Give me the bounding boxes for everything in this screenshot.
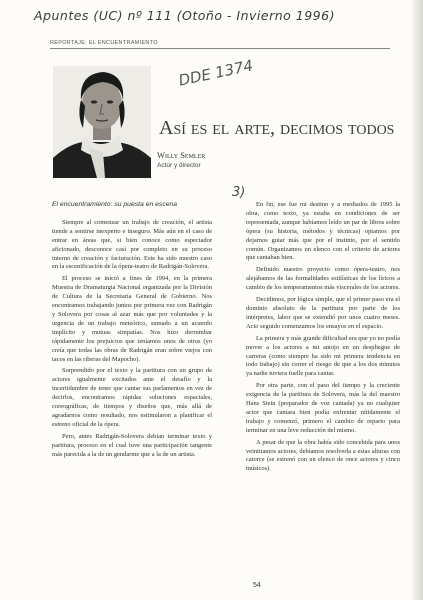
paragraph: Por otra parte, con el paso del tiempo y la creciente exigencia de la partitura de Solovera, más la del maestro Hans Stein (preparador de voz cantada) ya no cualquier actor que cantara bien podía enfrentar nítidamente el trabajo y comenzó, primero el cambio de reparto para terminar en una leve reducción del mismo. — [246, 382, 400, 434]
handwritten-reference: DDE 1374 — [176, 56, 255, 90]
paragraph: Decidimos, por lógica simple, que el primer paso era el dominio absoluto de la partitura por parte de los intérpretes, labor que se extendió por unos cuatro meses. Acto seguido comenzamos los ensayos en el espacio. — [246, 296, 400, 330]
subheading: El encuentramiento: su puesta en escena — [52, 201, 178, 208]
paragraph: La primera y más grande dificultad era que yo no podía mover a los actores a mi antojo en un despliegue de carreras (como siempre ha sido mi primera tendencia en todo trabajo) sin correr el riesgo de que a los dos minutos ya nadie tuviera fuelle para cantar. — [246, 334, 400, 378]
handwritten-mark: 3) — [232, 185, 246, 200]
article-title: Así es el arte, decimos todos — [159, 117, 395, 139]
section-label: REPORTAJE: EL ENCUENTRAMIENTO — [50, 40, 158, 46]
header-rule — [50, 48, 390, 49]
paragraph: A pesar de que la obra había sido concebida para unos veintitantos actores, debíamos resolverla a estas alturas con catorce (se estrenó con un elenco de once actores y cinco músicos). — [246, 438, 400, 473]
paragraph: En fin, ese fue mi destino y a mediados de 1995 la obra, como texto, ya estaba en condiciones de ser representada, aunque habíamos leído un par de libros sobre ópera (su historia, métodos y técnicas) optamos por dejarnos guiar más que por el instinto, por el sentido común. Organizamos un elenco con el criterio de actores que cantaban bien. — [246, 201, 400, 262]
right-column — [246, 201, 400, 474]
paragraph: Pero, antes Radrigán-Solovera debían terminar texto y partitura, proceso en el cual tuve una participación tangente más parecida a la de un gendarme que a la de un artista. — [52, 432, 212, 458]
paragraph: Sorprendido por el texto y la partitura con un grupo de actores igualmente excitados ante el desafío y la incertidumbre de tener que cantar sus parlamentos en vez de decirlos, encontramos rápidas soluciones espaciales, coreográficas, de tiempos y diseños que, más allá de agradarnos como resultado, nos estimularon a planificar el estreno oficial de la ópera. — [52, 367, 212, 428]
author-name: Willy Semler — [157, 150, 206, 160]
author-role: Actor y director — [157, 162, 201, 169]
left-column — [52, 201, 212, 459]
scan-edge — [413, 0, 423, 600]
paragraph: Definido nuestro proyecto como ópera-teatro, nos alejábamos de las formalidades estilísticas de los líricos a cambio de los temperamentos más viscerales de los actores. — [246, 266, 400, 292]
paragraph: El proceso se inició a fines de 1994, en la primera Muestra de Dramaturgia Nacional organizada por la División de Cultura de la Secretaría General de Gobierno. Nos encontramos trabajando juntos por primera vez con Radrigán y Solovera por cosas al azar más que por voluntades y la urgencia de un trabajo meteórico, sumado a un acuerdo implícito y mutuas simpatías. Nos hizo derrumbar rápidamente los prejuicios que teníamos unos de otros (yo creía que todas las obras de Radrigán eran sobre viejos con tacos en las riberas del Mapocho). — [52, 275, 212, 363]
handwritten-header: Apuntes (UC) nº 111 (Otoño - Invierno 1996) — [34, 8, 335, 23]
author-photo — [53, 66, 151, 178]
paragraph: Siempre al comenzar un trabajo de creación, el artista tiende a sentirse inexperto e inseguro. Más aún en el caso de entrar en áreas que, si bien conoce como espectador aficionado, desconoce casi por completo en su proceso interno de creación y facturación. Este ha sido nuestro caso en la escenificación de la ópera-teatro de Radrigán-Solovera. — [52, 218, 212, 271]
page-number: 54 — [253, 582, 261, 589]
